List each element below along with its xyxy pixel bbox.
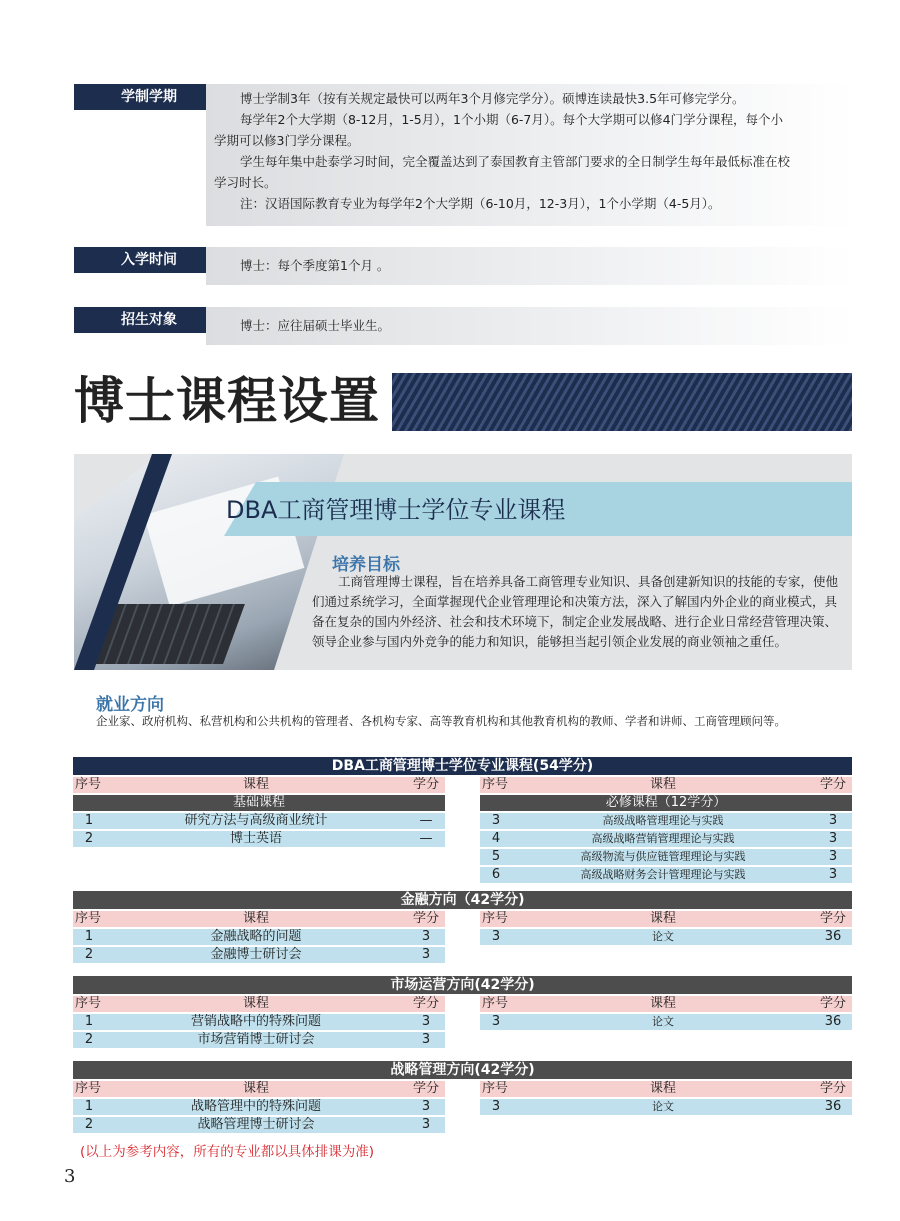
header-course: 课程 <box>512 996 814 1012</box>
row-course: 营销战略中的特殊问题 <box>105 1014 407 1030</box>
info-line: 博士：应往届硕士毕业生。 <box>240 318 391 333</box>
row-course: 论文 <box>512 1099 814 1115</box>
row-credit: — <box>407 813 445 829</box>
row-credit: 3 <box>407 929 445 945</box>
header-course: 课程 <box>512 1081 814 1097</box>
row-credit: 3 <box>814 813 852 829</box>
header-credit: 学分 <box>814 911 852 927</box>
info-row-schedule <box>74 84 854 226</box>
header-credit: 学分 <box>814 996 852 1012</box>
row-course: 金融战略的问题 <box>105 929 407 945</box>
info-body <box>206 307 854 345</box>
row-course: 论文 <box>512 1014 814 1030</box>
group-basic-courses: 基础课程 <box>73 795 445 811</box>
header-credit: 学分 <box>814 777 852 793</box>
info-line: 学期可以修3门学分课程。 <box>214 133 360 148</box>
info-line: 博士学制3年（按有关规定最快可以两年3个月修完学分）。硕博连读最快3.5年可修完学分。 <box>240 91 745 106</box>
info-label: 招生对象 <box>74 307 224 333</box>
marketing-direction-table <box>73 974 852 1050</box>
strategy-direction-table <box>73 1059 852 1135</box>
page-number: 3 <box>64 1166 76 1187</box>
title-stripe-decoration <box>392 373 852 431</box>
row-course: 论文 <box>512 929 814 945</box>
row-credit: 3 <box>814 867 852 883</box>
header-credit: 学分 <box>814 1081 852 1097</box>
row-no: 2 <box>73 1117 105 1133</box>
keyboard-image <box>93 604 245 664</box>
row-no: 1 <box>73 1014 105 1030</box>
direction-title: 市场运营方向(42学分) <box>73 976 852 994</box>
row-no: 2 <box>73 1032 105 1048</box>
row-no: 2 <box>73 947 105 963</box>
row-course: 高级物流与供应链管理理论与实践 <box>512 849 814 865</box>
header-credit: 学分 <box>407 777 445 793</box>
row-course: 战略管理中的特殊问题 <box>105 1099 407 1115</box>
info-row-enrollment-time <box>74 247 854 285</box>
header-no: 序号 <box>480 1081 512 1097</box>
info-label: 学制学期 <box>74 84 224 110</box>
header-course: 课程 <box>105 996 407 1012</box>
row-course: 战略管理博士研讨会 <box>105 1117 407 1133</box>
row-credit: 3 <box>814 831 852 847</box>
table-title: DBA工商管理博士学位专业课程(54学分) <box>73 757 852 775</box>
jobs-title: 就业方向 <box>96 695 164 715</box>
row-course: 博士英语 <box>105 831 407 847</box>
row-course: 高级战略管理理论与实践 <box>512 813 814 829</box>
finance-direction-table <box>73 889 852 965</box>
table-row <box>73 929 852 945</box>
row-no: 3 <box>480 929 512 945</box>
header-no: 序号 <box>480 911 512 927</box>
table-row <box>73 1099 852 1115</box>
reference-note: (以上为参考内容，所有的专业都以具体排课为准) <box>80 1144 375 1160</box>
header-course: 课程 <box>512 777 814 793</box>
table-row <box>73 813 852 829</box>
header-course: 课程 <box>105 777 407 793</box>
row-credit: 3 <box>407 1014 445 1030</box>
table-row <box>73 1014 852 1030</box>
row-course: 高级战略营销管理理论与实践 <box>512 831 814 847</box>
row-credit: 36 <box>814 929 852 945</box>
row-credit: 3 <box>407 947 445 963</box>
info-body <box>206 247 854 285</box>
row-no: 5 <box>480 849 512 865</box>
table-row <box>73 831 852 847</box>
header-credit: 学分 <box>407 996 445 1012</box>
row-no: 1 <box>73 1099 105 1115</box>
row-credit: 36 <box>814 1014 852 1030</box>
row-no: 1 <box>73 813 105 829</box>
row-no: 3 <box>480 1014 512 1030</box>
row-credit: 36 <box>814 1099 852 1115</box>
row-no: 6 <box>480 867 512 883</box>
hero-body-text: 工商管理博士课程，旨在培养具备工商管理专业知识、具备创建新知识的技能的专家，使他们通过系统学习，全面掌握现代企业管理理论和决策方法，深入了解国内外企业的商业模式，具备在复杂的国内外经济、社会和技术环境下，制定企业发展战略、进行企业日常经营管理决策、领导企业参与国内外竞争的能力和知识，能够担当起引领企业发展的商业领袖之重任。 <box>312 574 839 649</box>
row-credit: 3 <box>814 849 852 865</box>
header-credit: 学分 <box>407 911 445 927</box>
direction-title: 金融方向（42学分) <box>73 891 852 909</box>
info-body <box>206 84 854 226</box>
row-credit: — <box>407 831 445 847</box>
row-no: 3 <box>480 813 512 829</box>
hero-title: DBA工商管理博士学位专业课程 <box>226 496 566 524</box>
header-course: 课程 <box>105 1081 407 1097</box>
hero-subtitle: 培养目标 <box>332 555 400 575</box>
table-row <box>73 849 852 865</box>
header-no: 序号 <box>73 1081 105 1097</box>
info-line: 博士：每个季度第1个月 。 <box>240 258 390 273</box>
row-course: 市场营销博士研讨会 <box>105 1032 407 1048</box>
header-no: 序号 <box>480 777 512 793</box>
info-line: 学生每年集中赴泰学习时间，完全覆盖达到了泰国教育主管部门要求的全日制学生每年最低标准在校 <box>240 154 791 169</box>
info-row-admission-target <box>74 307 854 345</box>
header-credit: 学分 <box>407 1081 445 1097</box>
table-row <box>73 867 852 883</box>
header-no: 序号 <box>73 777 105 793</box>
jobs-text: 企业家、政府机构、私营机构和公共机构的管理者、各机构专家、高等教育机构和其他教育机构的教师、学者和讲师、工商管理顾问等。 <box>96 714 786 728</box>
row-no: 2 <box>73 831 105 847</box>
row-credit: 3 <box>407 1117 445 1133</box>
row-no: 1 <box>73 929 105 945</box>
header-no: 序号 <box>73 996 105 1012</box>
row-course: 研究方法与高级商业统计 <box>105 813 407 829</box>
info-line: 学习时长。 <box>214 175 277 190</box>
group-required-courses: 必修课程（12学分） <box>480 795 852 811</box>
row-no: 3 <box>480 1099 512 1115</box>
hero-banner <box>74 454 852 670</box>
row-no: 4 <box>480 831 512 847</box>
info-line: 注：汉语国际教育专业为每学年2个大学期（6-10月，12-3月），1个小学期（4-5月）。 <box>240 196 721 211</box>
table-row <box>73 1032 852 1048</box>
header-no: 序号 <box>480 996 512 1012</box>
row-course: 金融博士研讨会 <box>105 947 407 963</box>
info-line: 每学年2个大学期（8-12月，1-5月），1个小期（6-7月）。每个大学期可以修4门学分课程，每个小 <box>240 112 784 127</box>
main-course-table <box>73 755 852 885</box>
direction-title: 战略管理方向(42学分) <box>73 1061 852 1079</box>
info-label: 入学时间 <box>74 247 224 273</box>
header-course: 课程 <box>512 911 814 927</box>
header-course: 课程 <box>105 911 407 927</box>
row-course: 高级战略财务会计管理理论与实践 <box>512 867 814 883</box>
table-row <box>73 947 852 963</box>
section-title: 博士课程设置 <box>74 372 380 430</box>
header-no: 序号 <box>73 911 105 927</box>
row-credit: 3 <box>407 1099 445 1115</box>
row-credit: 3 <box>407 1032 445 1048</box>
table-row <box>73 1117 852 1133</box>
